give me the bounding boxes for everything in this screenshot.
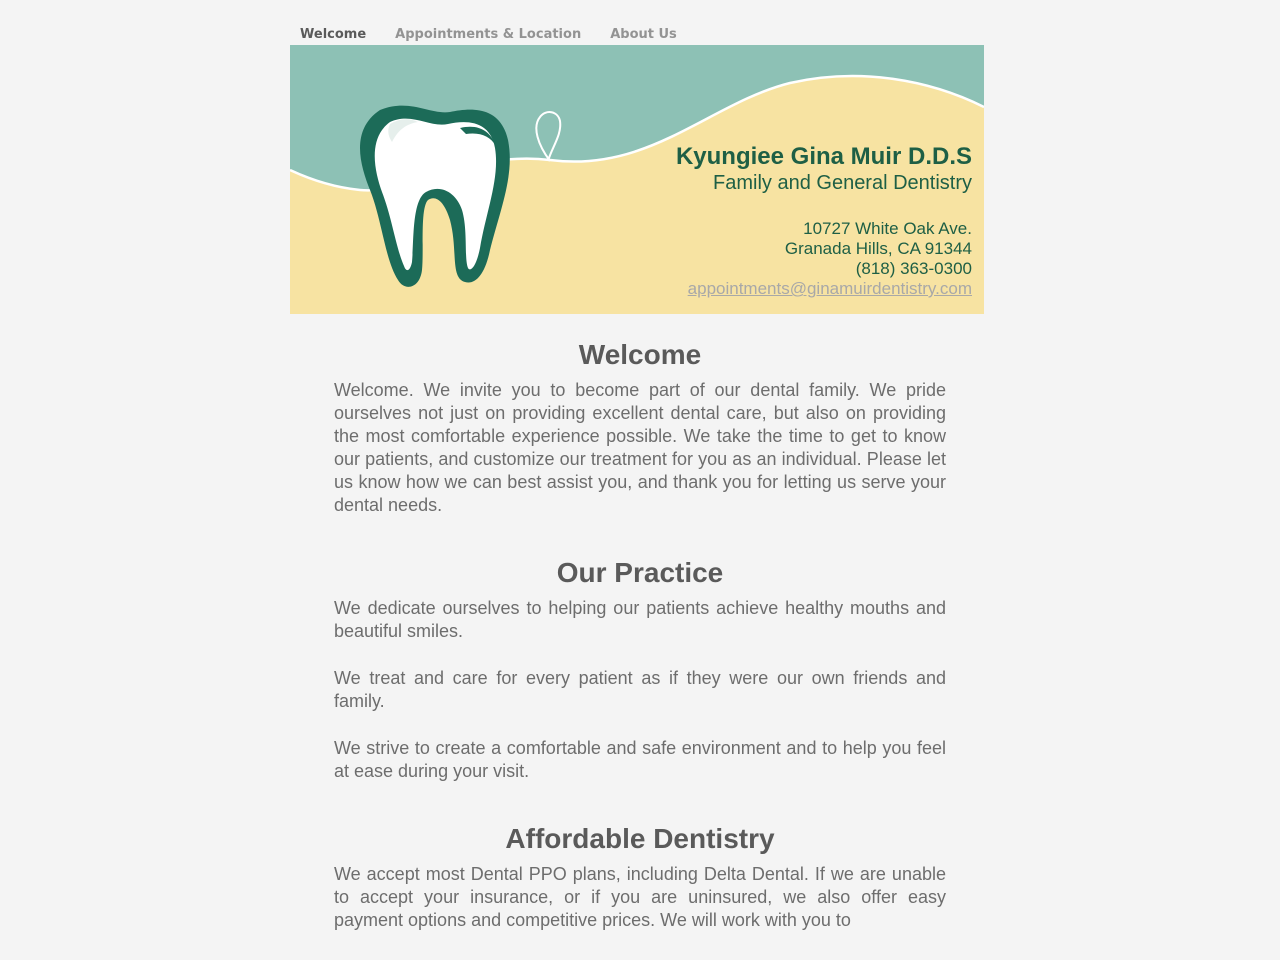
practice-address [676, 219, 972, 299]
practice-paragraph-3: We strive to create a comfortable and safe environment and to help you feel at ease during your visit. [334, 738, 946, 781]
email-link[interactable]: appointments@ginamuirdentistry.com [687, 279, 972, 298]
floss-loop-icon [530, 105, 570, 165]
nav-tab-appointments-location[interactable]: Appointments & Location [395, 27, 582, 42]
practice-paragraph-1: We dedicate ourselves to helping our patients achieve healthy mouths and beautiful smiles. [334, 598, 946, 641]
practice-section [334, 556, 946, 783]
affordable-section [334, 822, 946, 932]
welcome-text: Welcome. We invite you to become part of our dental family. We pride ourselves not just on providing excellent dental care, but also on providing the most comfortable experience possible. We take the time to get to know our patients, and customize our treatment for you as an individual. Please let us know how we can best assist you, and thank you for letting us serve your dental needs. [334, 380, 946, 515]
address-street: 10727 White Oak Ave. [803, 219, 972, 238]
nav-tab-about-us[interactable]: About Us [610, 27, 677, 42]
header-banner [290, 45, 984, 314]
practice-phone: (818) 363-0300 [855, 259, 972, 278]
practice-heading: Our Practice [556, 557, 724, 588]
welcome-section [334, 338, 946, 517]
affordable-heading: Affordable Dentistry [505, 823, 775, 854]
address-city: Granada Hills, CA 91344 [784, 239, 972, 258]
main-content [334, 338, 946, 960]
top-nav [290, 26, 696, 45]
welcome-heading: Welcome [578, 339, 702, 370]
practice-info [676, 143, 972, 299]
practice-paragraph-2: We treat and care for every patient as if they were our own friends and family. [334, 668, 946, 711]
affordable-text: We accept most Dental PPO plans, including Delta Dental. If we are unable to accept your insurance, or if you are uninsured, we also offer easy payment options and competitive prices. We will work with you to [334, 864, 946, 930]
practice-tagline: Family and General Dentistry [713, 172, 972, 194]
practice-name: Kyungiee Gina Muir D.D.S [675, 143, 972, 170]
tooth-icon [340, 100, 520, 290]
nav-tab-welcome[interactable]: Welcome [300, 27, 367, 42]
